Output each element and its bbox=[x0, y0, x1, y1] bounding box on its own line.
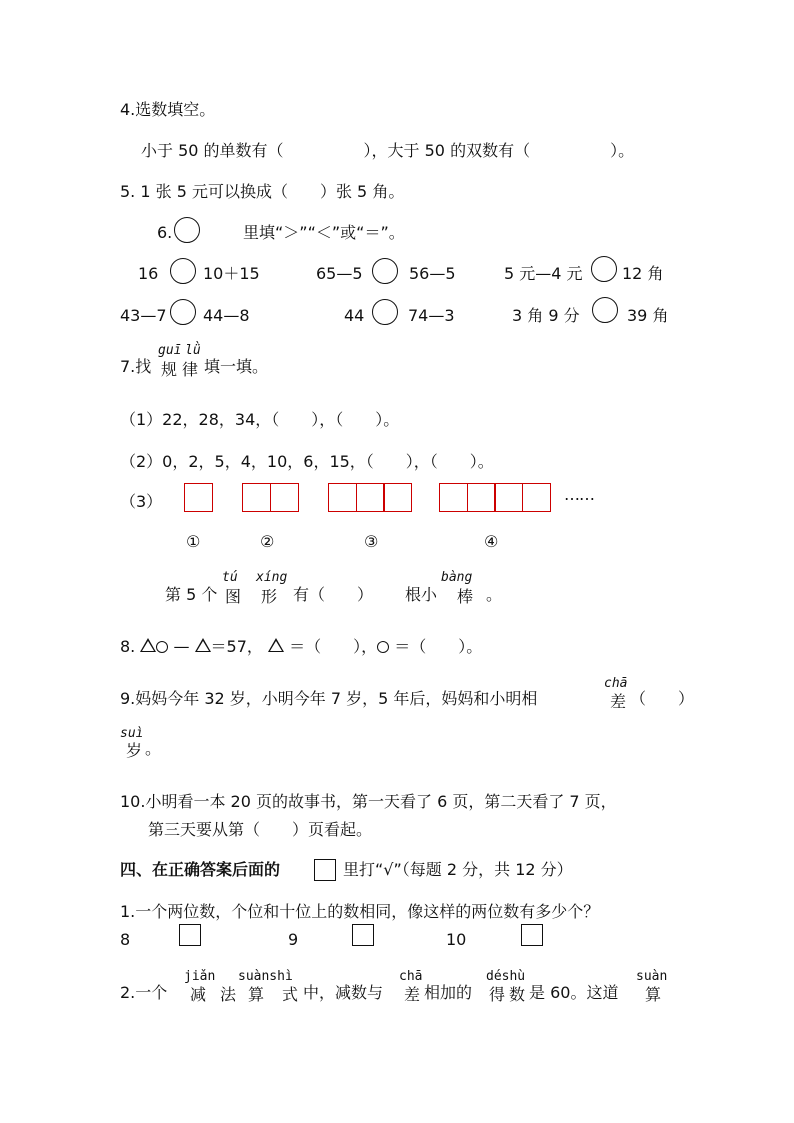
q6-r2-b: 44—8 bbox=[203, 306, 250, 325]
pinyin-jian: jiǎn bbox=[184, 969, 216, 984]
pinyin-cha: chā bbox=[604, 676, 628, 691]
pinyin-sui: suì bbox=[120, 726, 144, 741]
s4q2-p6: 差 bbox=[404, 985, 421, 1004]
q7-s2: （2）0，2，5，4，10，6，15，（ ），（ ）。 bbox=[120, 452, 494, 471]
q9-sui: 岁 bbox=[126, 741, 143, 760]
q7-bottom-bang: 棒 bbox=[457, 587, 474, 606]
q8-eq1: ＝57， bbox=[210, 637, 263, 656]
compare-circle[interactable] bbox=[170, 258, 196, 284]
s4q2-p1: 减 bbox=[190, 985, 207, 1004]
matchstick-square bbox=[184, 483, 213, 512]
matchstick-square bbox=[494, 483, 523, 512]
q7-char-lv: 律 bbox=[182, 360, 199, 379]
matchstick-square bbox=[242, 483, 271, 512]
pinyin-suan: suàn bbox=[636, 969, 668, 984]
s4q2-p11: 算 bbox=[645, 985, 662, 1004]
figure-label-1: ① bbox=[186, 532, 201, 551]
s4q2-p8: 得 bbox=[489, 985, 506, 1004]
section4-post: 里打“√”（每题 2 分，共 12 分） bbox=[343, 860, 573, 879]
answer-checkbox[interactable] bbox=[521, 924, 543, 946]
s4q2-p3: 算 bbox=[248, 985, 265, 1004]
pinyin-deshu: déshù bbox=[486, 969, 526, 984]
matchstick-square bbox=[270, 483, 299, 512]
s4q2-p9: 数 bbox=[509, 985, 526, 1004]
q7-title-post: 填一填。 bbox=[204, 357, 269, 376]
s4q1-opt-1: 8 bbox=[120, 930, 131, 949]
compare-circle[interactable] bbox=[591, 256, 617, 282]
s4q2-p2: 法 bbox=[220, 985, 237, 1004]
s4q2-p5: 中，减数与 bbox=[303, 983, 384, 1002]
compare-circle[interactable] bbox=[592, 297, 618, 323]
q6-r1-a: 16 bbox=[138, 264, 159, 283]
q6-r2-d: 74—3 bbox=[408, 306, 455, 325]
triangle-icon bbox=[268, 638, 284, 652]
q7-title-pre: 7.找 bbox=[120, 357, 152, 376]
triangle-icon bbox=[140, 638, 156, 652]
q4-line: 小于 50 的单数有（ ），大于 50 的双数有（ ）。 bbox=[141, 141, 635, 160]
compare-circle[interactable] bbox=[372, 258, 398, 284]
q7-s1: （1）22，28，34，（ ），（ ）。 bbox=[120, 410, 400, 429]
q7-char-gui: 规 bbox=[161, 360, 178, 379]
compare-circle[interactable] bbox=[170, 299, 196, 325]
q9-cha: 差 bbox=[610, 692, 627, 711]
q7-bottom-gen: 根小 bbox=[405, 585, 438, 604]
s4q2-p7: 相加的 bbox=[424, 983, 473, 1002]
q8-prefix: 8. bbox=[120, 637, 136, 656]
q10-line2: 第三天要从第（ ）页看起。 bbox=[148, 820, 373, 839]
q7-ellipsis: …… bbox=[564, 485, 594, 504]
section4-checkbox-sample bbox=[314, 859, 336, 881]
q10-line1: 10.小明看一本 20 页的故事书，第一天看了 6 页，第二天看了 7 页， bbox=[120, 792, 617, 811]
q6-r2-c: 44 bbox=[344, 306, 365, 325]
q9-line2-end: 。 bbox=[145, 739, 162, 758]
matchstick-square bbox=[467, 483, 496, 512]
matchstick-square bbox=[383, 483, 412, 512]
section4-pre: 四、在正确答案后面的 bbox=[120, 860, 281, 879]
q7-bottom-pre: 第 5 个 bbox=[165, 585, 218, 604]
answer-checkbox[interactable] bbox=[352, 924, 374, 946]
s4q2-p4: 式 bbox=[282, 985, 299, 1004]
answer-checkbox[interactable] bbox=[179, 924, 201, 946]
circle-icon bbox=[156, 641, 168, 653]
q9-line1-end: （ ） bbox=[630, 689, 695, 708]
q6-r1-e: 5 元—4 元 bbox=[504, 264, 583, 283]
s4q1-opt-2: 9 bbox=[288, 930, 299, 949]
pinyin-lv: lǜ bbox=[185, 343, 201, 358]
q8-eq3: ＝（ ）。 bbox=[394, 637, 483, 656]
figure-label-2: ② bbox=[260, 532, 275, 551]
figure-label-4: ④ bbox=[484, 532, 499, 551]
q6-suffix: 里填“＞”“＜”或“＝”。 bbox=[243, 223, 405, 242]
q6-r1-d: 56—5 bbox=[409, 264, 456, 283]
q9-line1: 9.妈妈今年 32 岁，小明今年 7 岁，5 年后，妈妈和小明相 bbox=[120, 689, 538, 708]
q7-bottom-end: 。 bbox=[486, 585, 503, 604]
circle-icon bbox=[377, 641, 389, 653]
q6-r1-c: 65—5 bbox=[316, 264, 363, 283]
q7-bottom-mid: 有（ ） bbox=[293, 585, 374, 604]
q7-s3: （3） bbox=[120, 492, 163, 511]
s4q1-opt-3: 10 bbox=[446, 930, 467, 949]
q6-r1-f: 12 角 bbox=[622, 264, 664, 283]
compare-circle[interactable] bbox=[372, 299, 398, 325]
pinyin-bang: bàng bbox=[441, 570, 473, 585]
matchstick-square bbox=[328, 483, 357, 512]
figure-label-3: ③ bbox=[364, 532, 379, 551]
pinyin-tu: tú bbox=[222, 570, 238, 585]
q6-prefix: 6. bbox=[157, 223, 173, 242]
q7-bottom-xing: 形 bbox=[261, 587, 278, 606]
pinyin-suanshi: suànshì bbox=[238, 969, 293, 984]
q8-line bbox=[120, 637, 482, 657]
q6-r2-a: 43—7 bbox=[120, 306, 167, 325]
pinyin-cha2: chā bbox=[399, 969, 423, 984]
matchstick-square bbox=[356, 483, 385, 512]
pinyin-gui: guī bbox=[158, 343, 182, 358]
q6-r2-f: 39 角 bbox=[627, 306, 669, 325]
q6-title-circle bbox=[174, 217, 200, 243]
matchstick-square bbox=[522, 483, 551, 512]
s4q1-text: 1.一个两位数，个位和十位上的数相同，像这样的两位数有多少个？ bbox=[120, 902, 600, 921]
matchstick-square bbox=[439, 483, 468, 512]
s4q2-p10: 是 60。这道 bbox=[529, 983, 619, 1002]
q7-bottom-tu: 图 bbox=[225, 587, 242, 606]
q6-r2-e: 3 角 9 分 bbox=[512, 306, 580, 325]
s4q2-p0: 2.一个 bbox=[120, 983, 168, 1002]
q6-r1-b: 10＋15 bbox=[203, 264, 260, 283]
q8-minus: — bbox=[173, 637, 190, 656]
pinyin-xing: xíng bbox=[256, 570, 288, 585]
q5-text: 5. 1 张 5 元可以换成（ ）张 5 角。 bbox=[120, 182, 405, 201]
q8-eq2: ＝（ ）， bbox=[289, 637, 378, 656]
triangle-icon bbox=[195, 638, 211, 652]
q4-title: 4.选数填空。 bbox=[120, 100, 216, 119]
